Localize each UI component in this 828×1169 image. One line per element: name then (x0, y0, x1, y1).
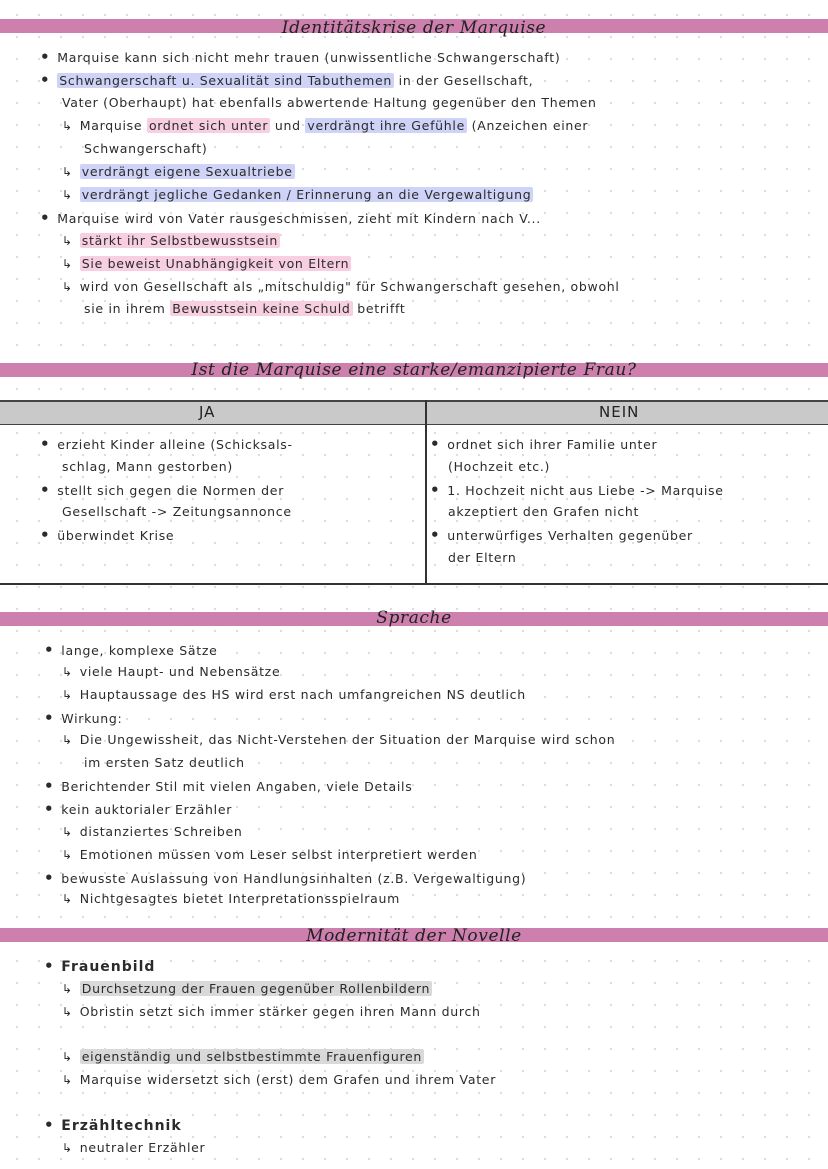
arrow-icon: ↳ (62, 234, 73, 248)
list-item: im ersten Satz deutlich (84, 755, 245, 770)
list-item: • kein auktorialer Erzähler (44, 800, 233, 818)
bullet-icon: • (430, 435, 441, 453)
list-item: ↳ Durchsetzung der Frauen gegenüber Rollenbildern (62, 981, 431, 996)
arrow-icon: ↳ (62, 119, 73, 133)
list-item: ↳ viele Haupt- und Nebensätze (62, 664, 281, 679)
list-item: ↳ Die Ungewissheit, das Nicht-Verstehen der Situation der Marquise wird schon (62, 732, 616, 747)
table-header-row (0, 400, 828, 425)
bullet-icon: • (40, 48, 51, 66)
list-item: • Marquise wird von Vater rausgeschmissen, zieht mit Kindern nach V... (40, 209, 541, 227)
table-header-nein: NEIN (599, 403, 640, 421)
heading-strong: Ist die Marquise eine starke/emanzipierte Frau? (191, 360, 637, 380)
bullet-icon: • (40, 526, 51, 544)
arrow-icon: ↳ (62, 848, 73, 862)
list-item: • Wirkung: (44, 709, 123, 727)
bullet-icon: • (430, 526, 441, 544)
bullet-icon: • (40, 209, 51, 227)
list-item: ↳ stärkt ihr Selbstbewusstsein (62, 233, 278, 248)
arrow-icon: ↳ (62, 892, 73, 906)
bullet-icon: • (44, 869, 55, 887)
list-item: • Erzähltechnik (44, 1116, 182, 1134)
table-cell-line: • stellt sich gegen die Normen der (40, 481, 285, 499)
arrow-icon: ↳ (62, 280, 73, 294)
arrow-icon: ↳ (62, 1141, 73, 1155)
arrow-icon: ↳ (62, 733, 73, 747)
table-cell-line: • ordnet sich ihrer Familie unter (430, 435, 658, 453)
arrow-icon: ↳ (62, 1050, 73, 1064)
heading-language: Sprache (376, 608, 452, 628)
table-divider (425, 400, 427, 585)
arrow-icon: ↳ (62, 825, 73, 839)
bullet-icon: • (40, 71, 51, 89)
heading-identity: Identitätskrise der Marquise (281, 18, 547, 38)
bullet-icon: • (44, 1116, 55, 1134)
table-cell-line: (Hochzeit etc.) (448, 459, 551, 474)
arrow-icon: ↳ (62, 665, 73, 679)
table-bottom-border (0, 583, 828, 585)
table-cell-line: akzeptiert den Grafen nicht (448, 504, 640, 519)
arrow-icon: ↳ (62, 982, 73, 996)
table-cell-line: Gesellschaft -> Zeitungsannonce (62, 504, 292, 519)
table-cell-line: • 1. Hochzeit nicht aus Liebe -> Marquise (430, 481, 724, 499)
bullet-icon: • (40, 481, 51, 499)
table-cell-line: schlag, Mann gestorben) (62, 459, 233, 474)
bullet-icon: • (44, 641, 55, 659)
list-item: • lange, komplexe Sätze (44, 641, 218, 659)
arrow-icon: ↳ (62, 1073, 73, 1087)
list-item: • Schwangerschaft u. Sexualität sind Tabuthemen in der Gesellschaft, (40, 71, 534, 89)
bullet-icon: • (40, 435, 51, 453)
arrow-icon: ↳ (62, 165, 73, 179)
list-item: • bewusste Auslassung von Handlungsinhalten (z.B. Vergewaltigung) (44, 869, 527, 887)
list-item: ↳ verdrängt jegliche Gedanken / Erinnerung an die Vergewaltigung (62, 187, 532, 202)
bullet-icon: • (44, 709, 55, 727)
list-item: ↳ wird von Gesellschaft als „mitschuldig" für Schwangerschaft gesehen, obwohl (62, 279, 620, 294)
list-item: ↳ Marquise ordnet sich unter und verdrängt ihre Gefühle (Anzeichen einer (62, 118, 589, 133)
table-cell-line: • unterwürfiges Verhalten gegenüber (430, 526, 693, 544)
list-item: sie in ihrem Bewusstsein keine Schuld betrifft (84, 301, 406, 316)
list-item: Schwangerschaft) (84, 141, 208, 156)
list-item: ↳ distanziertes Schreiben (62, 824, 243, 839)
list-item: ↳ Emotionen müssen vom Leser selbst interpretiert werden (62, 847, 478, 862)
list-item: ↳ eigenständig und selbstbestimmte Frauenfiguren (62, 1049, 423, 1064)
table-cell-line: der Eltern (448, 550, 517, 565)
arrow-icon: ↳ (62, 1005, 73, 1019)
table-cell-line: • überwindet Krise (40, 526, 175, 544)
list-item: • Berichtender Stil mit vielen Angaben, viele Details (44, 777, 413, 795)
arrow-icon: ↳ (62, 257, 73, 271)
list-item: ↳ neutraler Erzähler (62, 1140, 206, 1155)
heading-modern: Modernität der Novelle (306, 926, 522, 946)
list-item: ↳ Nichtgesagtes bietet Interpretationsspielraum (62, 891, 400, 906)
list-item: • Frauenbild (44, 957, 156, 975)
table-header-ja: JA (199, 403, 216, 421)
list-item: ↳ Hauptaussage des HS wird erst nach umfangreichen NS deutlich (62, 687, 526, 702)
list-item: • Marquise kann sich nicht mehr trauen (unwissentliche Schwangerschaft) (40, 48, 561, 66)
list-item: ↳ verdrängt eigene Sexualtriebe (62, 164, 293, 179)
bullet-icon: • (44, 957, 55, 975)
arrow-icon: ↳ (62, 688, 73, 702)
list-item: ↳ Obristin setzt sich immer stärker gegen ihren Mann durch (62, 1004, 481, 1019)
list-item: Vater (Oberhaupt) hat ebenfalls abwertende Haltung gegenüber den Themen (62, 95, 597, 110)
arrow-icon: ↳ (62, 188, 73, 202)
bullet-icon: • (430, 481, 441, 499)
list-item: ↳ Sie beweist Unabhängigkeit von Eltern (62, 256, 350, 271)
table-cell-line: • erzieht Kinder alleine (Schicksals- (40, 435, 293, 453)
bullet-icon: • (44, 777, 55, 795)
bullet-icon: • (44, 800, 55, 818)
list-item: ↳ Marquise widersetzt sich (erst) dem Grafen und ihrem Vater (62, 1072, 497, 1087)
